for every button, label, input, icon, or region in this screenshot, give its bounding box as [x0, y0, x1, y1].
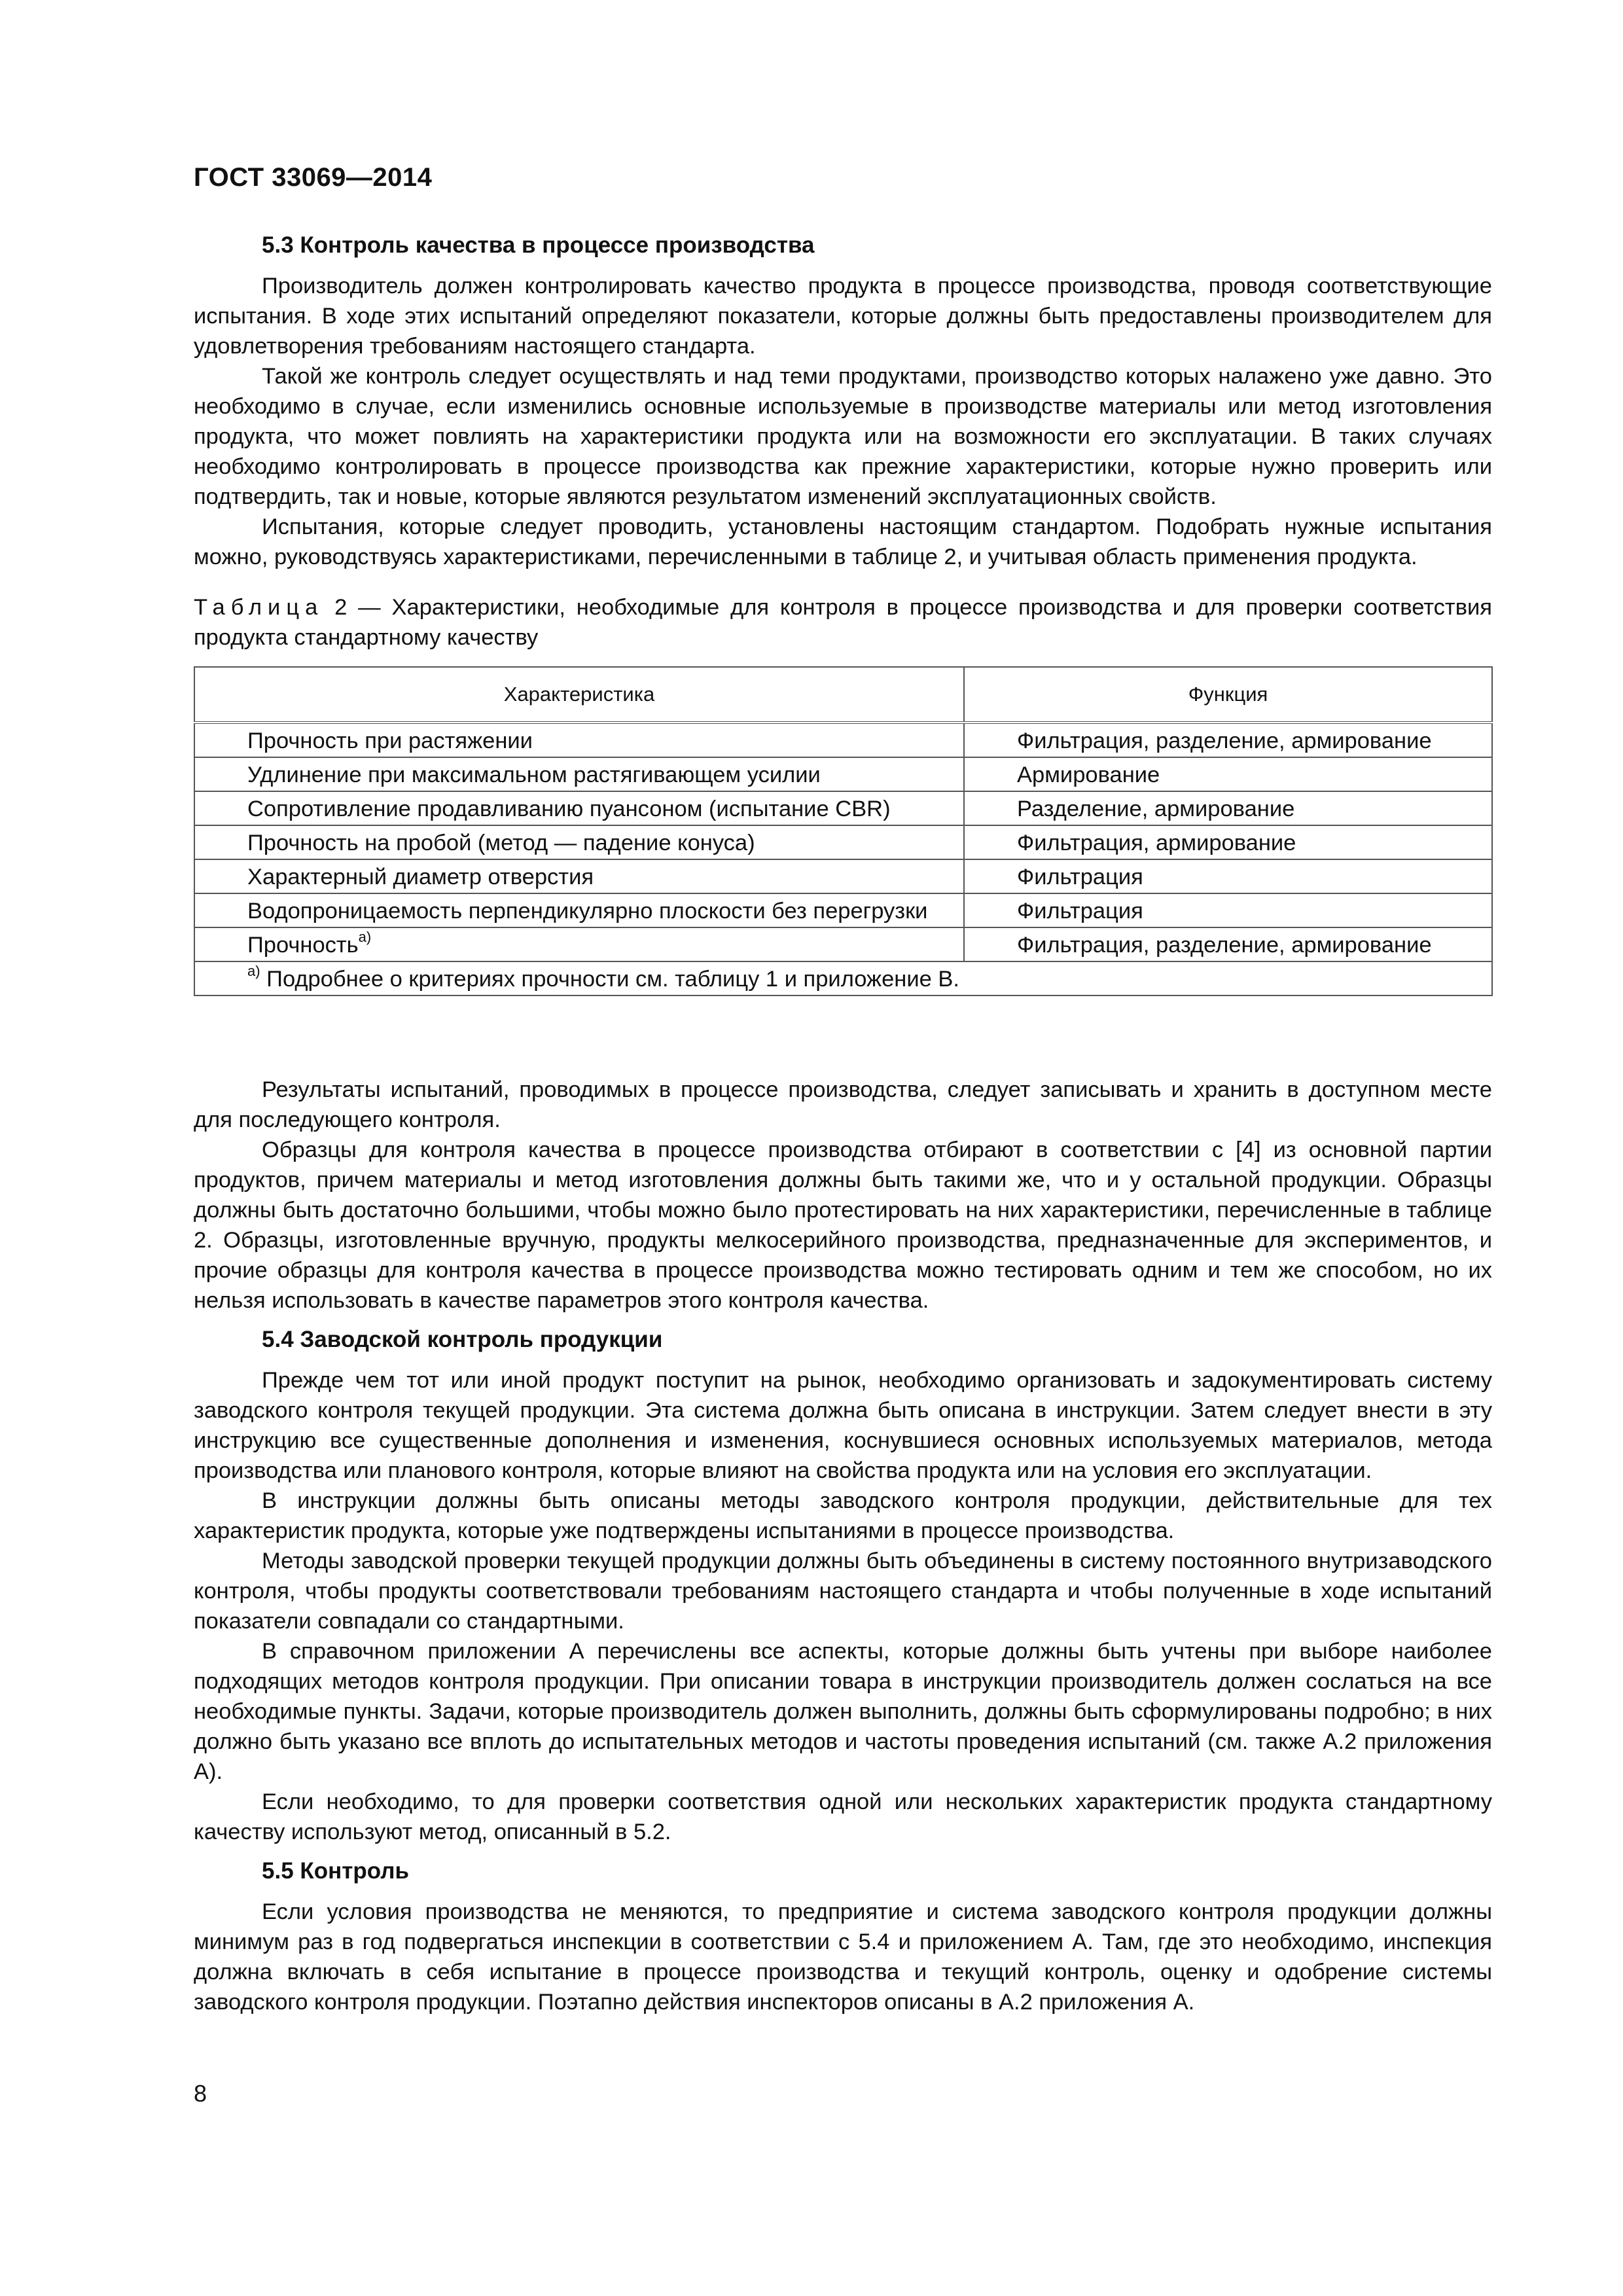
- section-heading-5-3: 5.3 Контроль качества в процессе производства: [262, 232, 815, 258]
- cell-function: Фильтрация: [964, 859, 1492, 893]
- paragraph: Прежде чем тот или иной продукт поступит на рынок, необходимо организовать и задокументировать систему заводского контроля текущей продукции. Эта система должна быть описана в инструкции. Затем следует внести в эту инструкцию все существенные дополнения и изменения, коснувшиеся основных используемых материалов, метода производства или планового контроля, которые влияют на свойства продукта или на условия его эксплуатации.: [194, 1368, 1492, 1483]
- paragraph: Методы заводской проверки текущей продукции должны быть объединены в систему постоянного внутризаводского контроля, чтобы продукты соответствовали требованиям настоящего стандарта и чтобы полученные в ходе испытаний показатели совпадали со стандартными.: [194, 1549, 1492, 1634]
- table-footnote-row: [194, 961, 1492, 996]
- cell-function: Фильтрация, армирование: [964, 825, 1492, 859]
- table-header-row: [194, 667, 1492, 723]
- cell-characteristic: Водопроницаемость перпендикулярно плоскости без перегрузки: [194, 893, 964, 927]
- table-caption-label: Таблица: [194, 595, 324, 620]
- paragraph: В справочном приложении А перечислены все аспекты, которые должны быть учтены при выборе наиболее подходящих методов контроля продукции. При описании товара в инструкции производитель должен сослаться на все необходимые пункты. Задачи, которые производитель должен выполнить, должны быть сформулированы подробно; в них должно быть указано все вплоть до испытательных методов и частоты проведения испытаний (см. также А.2 приложения А).: [194, 1639, 1492, 1784]
- table-row: [194, 893, 1492, 927]
- table-row: [194, 791, 1492, 825]
- document-code: ГОСТ 33069—2014: [194, 163, 433, 192]
- cell-function: Фильтрация, разделение, армирование: [964, 927, 1492, 961]
- table-row: [194, 723, 1492, 757]
- paragraph: Производитель должен контролировать качество продукта в процессе производства, проводя соответствующие испытания. В ходе этих испытаний определяют показатели, которые должны быть предоставлены производителем для удовлетворения требованиям настоящего стандарта.: [194, 274, 1492, 359]
- cell-function: Армирование: [964, 757, 1492, 791]
- column-header-function: Функция: [964, 667, 1492, 723]
- section-heading-5-5: 5.5 Контроль: [262, 1858, 410, 1884]
- cell-characteristic: Прочность при растяжении: [194, 723, 964, 757]
- paragraph: Такой же контроль следует осуществлять и над теми продуктами, производство которых налажено уже давно. Это необходимо в случае, если изменились основные используемые в производстве материалы или метод изготовления продукта, что может повлиять на характеристики продукта или на возможности его эксплуатации. В таких случаях необходимо контролировать в процессе производства как прежние характеристики, которые нужно проверить или подтвердить, так и новые, которые являются результатом изменений эксплуатационных свойств.: [194, 364, 1492, 509]
- paragraph: Результаты испытаний, проводимых в процессе производства, следует записывать и хранить в доступном месте для последующего контроля.: [194, 1077, 1492, 1132]
- column-header-characteristic: Характеристика: [194, 667, 964, 723]
- cell-characteristic: Характерный диаметр отверстия: [194, 859, 964, 893]
- page-number: 8: [194, 2080, 207, 2107]
- section-heading-5-4: 5.4 Заводской контроль продукции: [262, 1327, 663, 1352]
- cell-function: Фильтрация: [964, 893, 1492, 927]
- table-footnote: [194, 961, 1492, 996]
- footnote-marker: а): [247, 962, 260, 979]
- paragraph: Испытания, которые следует проводить, установлены настоящим стандартом. Подобрать нужные испытания можно, руководствуясь характеристиками, перечисленными в таблице 2, и учитывая область применения продукта.: [194, 514, 1492, 569]
- paragraph: В инструкции должны быть описаны методы заводского контроля продукции, действительные для тех характеристик продукта, которые уже подтверждены испытаниями в процессе производства.: [194, 1488, 1492, 1543]
- footnote-text: Подробнее о критериях прочности см. таблицу 1 и приложение В.: [260, 967, 959, 992]
- characteristics-table: [194, 666, 1493, 996]
- cell-characteristic: Сопротивление продавливанию пуансоном (испытание CBR): [194, 791, 964, 825]
- cell-characteristic-text: Прочность: [247, 933, 359, 958]
- table-row: [194, 859, 1492, 893]
- paragraph: Если необходимо, то для проверки соответствия одной или нескольких характеристик продукта стандартному качеству используют метод, описанный в 5.2.: [194, 1789, 1492, 1844]
- paragraph: Если условия производства не меняются, то предприятие и система заводского контроля продукции должны минимум раз в год подвергаться инспекции в соответствии с 5.4 и приложением А. Там, где это необходимо, инспекция должна включать в себя испытание в процессе производства и текущий контроль, оценку и одобрение системы заводского контроля продукции. Поэтапно действия инспекторов описаны в А.2 приложения А.: [194, 1899, 1492, 2015]
- table-caption: [194, 592, 1492, 653]
- cell-characteristic: Прочность на пробой (метод — падение конуса): [194, 825, 964, 859]
- cell-characteristic: Удлинение при максимальном растягивающем усилии: [194, 757, 964, 791]
- cell-function: Разделение, армирование: [964, 791, 1492, 825]
- paragraph: Образцы для контроля качества в процессе производства отбирают в соответствии с [4] из основной партии продуктов, причем материалы и метод изготовления должны быть такими же, что и у остальной продукции. Образцы должны быть достаточно большими, чтобы можно было протестировать на них характеристики, перечисленные в таблице 2. Образцы, изготовленные вручную, продукты мелкосерийного производства, предназначенные для экспериментов, и прочие образцы для контроля качества в процессе производства можно тестировать одним и тем же способом, но их нельзя использовать в качестве параметров этого контроля качества.: [194, 1138, 1492, 1313]
- table-row: [194, 927, 1492, 961]
- table-caption-text: 2 — Характеристики, необходимые для контроля в процессе производства и для проверки соответствия продукта стандартному качеству: [194, 595, 1492, 650]
- cell-function: Фильтрация, разделение, армирование: [964, 723, 1492, 757]
- table-row: [194, 757, 1492, 791]
- cell-characteristic: [194, 927, 964, 961]
- table-row: [194, 825, 1492, 859]
- footnote-marker: а): [358, 928, 372, 945]
